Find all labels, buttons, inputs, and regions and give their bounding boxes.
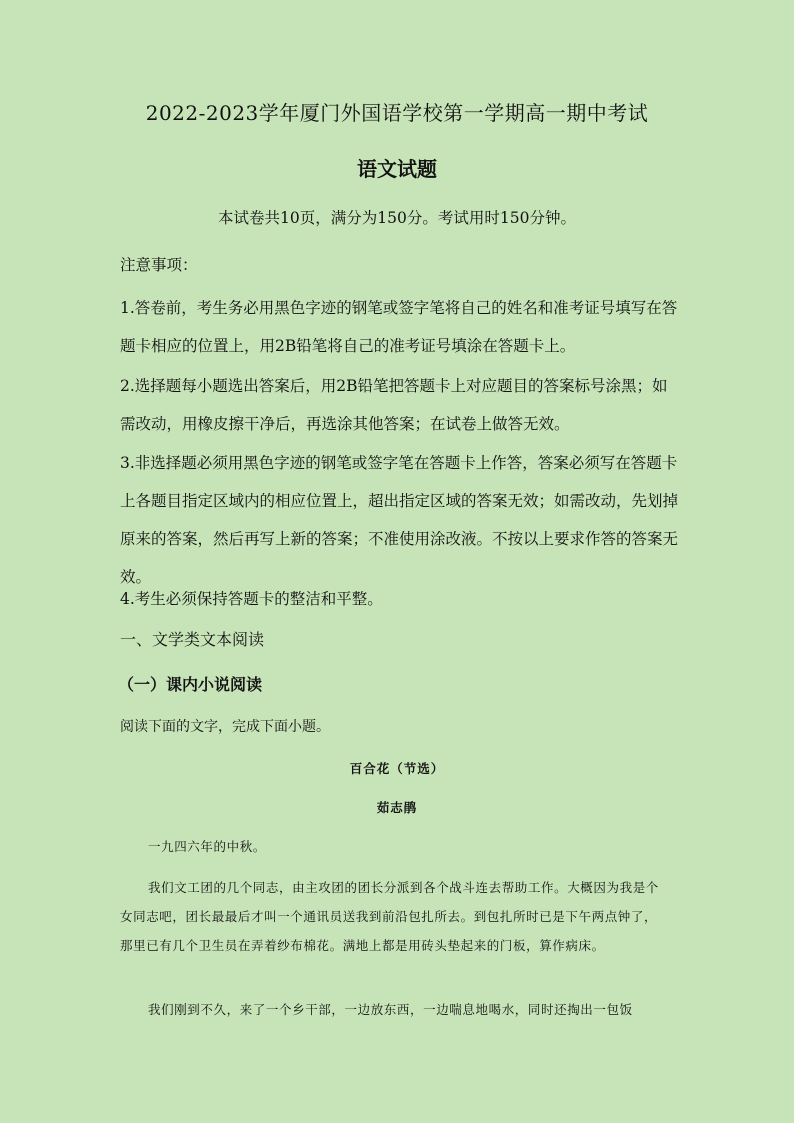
notice-item-4: 4.考生必须保持答题卡的整洁和平整。 bbox=[120, 590, 383, 608]
exam-title: 2022-2023学年厦门外国语学校第一学期高一期中考试 bbox=[145, 101, 649, 125]
section-title: 一、文学类文本阅读 bbox=[120, 630, 265, 649]
notice-heading: 注意事项： bbox=[120, 256, 198, 274]
story-paragraph-3: 我们刚到不久，来了一个乡干部，一边放东西，一边喘息地喝水，同时还掏出一包饭 bbox=[148, 1002, 633, 1017]
section-instruction: 阅读下面的文字，完成下面小题。 bbox=[120, 719, 330, 735]
story-author: 茹志鹃 bbox=[376, 800, 418, 815]
story-paragraph-1: 一九四六年的中秋。 bbox=[148, 839, 266, 854]
story-title: 百合花（节选） bbox=[349, 761, 445, 776]
notice-item-3: 3.非选择题必须用黑色字迹的钢笔或签字笔在答题卡上作答，答案必须写在答题卡上各题目指定区域内的相应位置上，超出指定区域的答案无效；如需改动，先划掉原来的答案，然后再写上新的答案；不准使用涂改液。不按以上要求作答的答案无效。 bbox=[120, 454, 679, 586]
exam-subtitle: 语文试题 bbox=[357, 157, 437, 181]
section-subtitle: （一）课内小说阅读 bbox=[118, 675, 263, 694]
exam-info: 本试卷共10页，满分为150分。考试用时150分钟。 bbox=[218, 209, 576, 227]
notice-item-1: 1.答卷前，考生务必用黑色字迹的钢笔或签字笔将自己的姓名和准考证号填写在答题卡相应的位置上，用2B铅笔将自己的准考证号填涂在答题卡上。 bbox=[120, 299, 678, 355]
notice-item-2: 2.选择题每小题选出答案后，用2B铅笔把答题卡上对应题目的答案标号涂黑；如需改动，用橡皮擦干净后，再选涂其他答案；在试卷上做答无效。 bbox=[120, 377, 668, 433]
story-paragraph-2: 我们文工团的几个同志，由主攻团的团长分派到各个战斗连去帮助工作。大概因为我是个女同志吧，团长最最后才叫一个通讯员送我到前沿包扎所去。到包扎所时已是下午两点钟了，那里已有几个卫生员在弄着纱布棉花。满地上都是用砖头垫起来的门板，算作病床。 bbox=[120, 880, 659, 953]
